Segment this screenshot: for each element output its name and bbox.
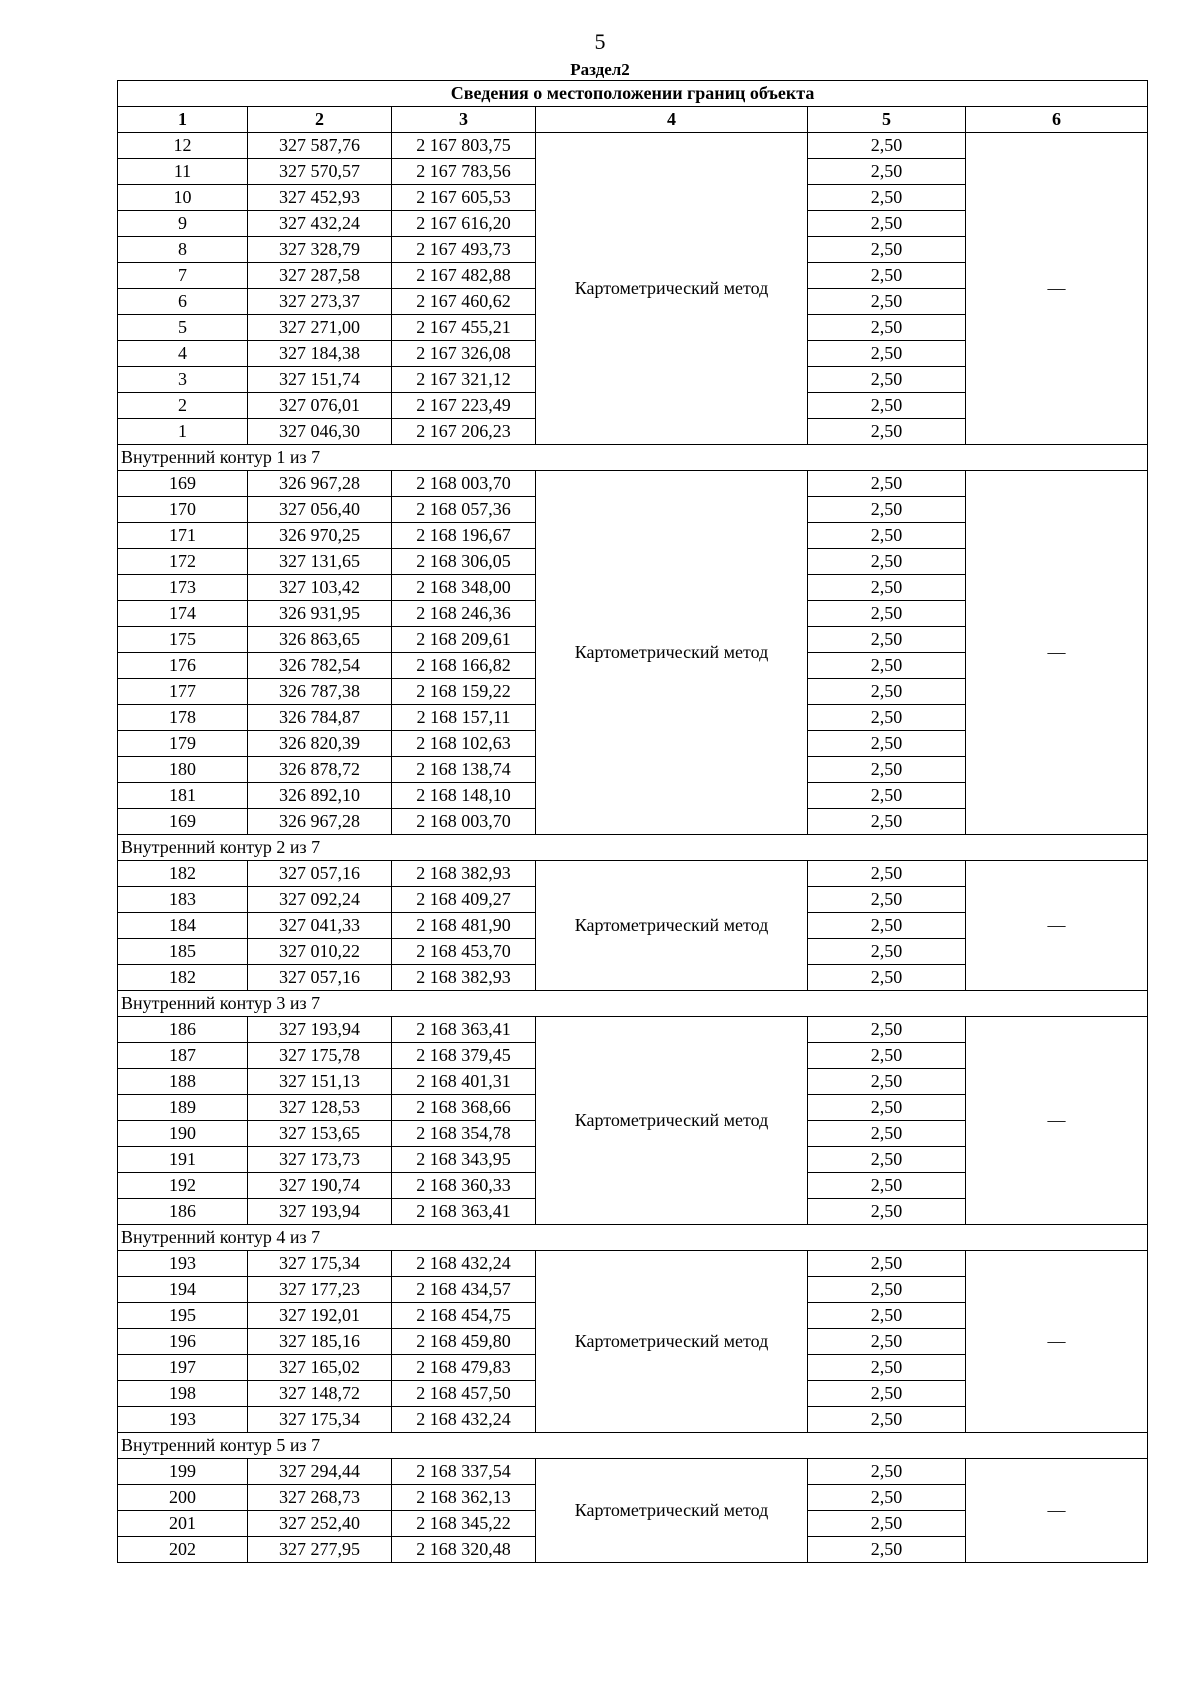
accuracy-cell: 2,50 (808, 1459, 966, 1485)
accuracy-cell: 2,50 (808, 497, 966, 523)
x-coordinate-cell: 326 970,25 (248, 523, 392, 549)
table-row (118, 471, 1148, 497)
point-number-cell: 7 (118, 263, 248, 289)
y-coordinate-cell: 2 168 138,74 (392, 757, 536, 783)
y-coordinate-cell: 2 168 360,33 (392, 1173, 536, 1199)
accuracy-cell: 2,50 (808, 965, 966, 991)
accuracy-cell: 2,50 (808, 783, 966, 809)
accuracy-cell: 2,50 (808, 133, 966, 159)
point-number-cell: 201 (118, 1511, 248, 1537)
accuracy-cell: 2,50 (808, 1511, 966, 1537)
point-number-cell: 193 (118, 1251, 248, 1277)
point-number-cell: 200 (118, 1485, 248, 1511)
x-coordinate-cell: 327 092,24 (248, 887, 392, 913)
point-number-cell: 178 (118, 705, 248, 731)
y-coordinate-cell: 2 167 482,88 (392, 263, 536, 289)
point-number-cell: 188 (118, 1069, 248, 1095)
x-coordinate-cell: 327 432,24 (248, 211, 392, 237)
method-cell: Картометрический метод (536, 1251, 808, 1433)
point-number-cell: 9 (118, 211, 248, 237)
column-header-5: 5 (808, 107, 966, 133)
point-number-cell: 12 (118, 133, 248, 159)
x-coordinate-cell: 327 175,78 (248, 1043, 392, 1069)
point-number-cell: 171 (118, 523, 248, 549)
contour-label: Внутренний контур 4 из 7 (118, 1225, 1148, 1251)
point-number-cell: 179 (118, 731, 248, 757)
x-coordinate-cell: 326 787,38 (248, 679, 392, 705)
y-coordinate-cell: 2 168 320,48 (392, 1537, 536, 1563)
x-coordinate-cell: 327 193,94 (248, 1017, 392, 1043)
col6-dash-cell: — (966, 471, 1148, 835)
accuracy-cell: 2,50 (808, 1069, 966, 1095)
x-coordinate-cell: 327 570,57 (248, 159, 392, 185)
y-coordinate-cell: 2 168 348,00 (392, 575, 536, 601)
x-coordinate-cell: 327 103,42 (248, 575, 392, 601)
x-coordinate-cell: 327 192,01 (248, 1303, 392, 1329)
x-coordinate-cell: 326 878,72 (248, 757, 392, 783)
x-coordinate-cell: 327 190,74 (248, 1173, 392, 1199)
method-cell: Картометрический метод (536, 1459, 808, 1563)
point-number-cell: 173 (118, 575, 248, 601)
x-coordinate-cell: 327 452,93 (248, 185, 392, 211)
x-coordinate-cell: 327 041,33 (248, 913, 392, 939)
y-coordinate-cell: 2 167 616,20 (392, 211, 536, 237)
point-number-cell: 10 (118, 185, 248, 211)
accuracy-cell: 2,50 (808, 887, 966, 913)
point-number-cell: 8 (118, 237, 248, 263)
point-number-cell: 181 (118, 783, 248, 809)
accuracy-cell: 2,50 (808, 1485, 966, 1511)
table-row (118, 1459, 1148, 1485)
point-number-cell: 180 (118, 757, 248, 783)
accuracy-cell: 2,50 (808, 1043, 966, 1069)
accuracy-cell: 2,50 (808, 1173, 966, 1199)
y-coordinate-cell: 2 168 157,11 (392, 705, 536, 731)
y-coordinate-cell: 2 168 368,66 (392, 1095, 536, 1121)
contour-label-row (118, 835, 1148, 861)
x-coordinate-cell: 327 046,30 (248, 419, 392, 445)
accuracy-cell: 2,50 (808, 341, 966, 367)
x-coordinate-cell: 326 782,54 (248, 653, 392, 679)
accuracy-cell: 2,50 (808, 1095, 966, 1121)
accuracy-cell: 2,50 (808, 1407, 966, 1433)
x-coordinate-cell: 327 185,16 (248, 1329, 392, 1355)
accuracy-cell: 2,50 (808, 159, 966, 185)
col6-dash-cell: — (966, 133, 1148, 445)
column-header-2: 2 (248, 107, 392, 133)
contour-label-row (118, 991, 1148, 1017)
x-coordinate-cell: 326 892,10 (248, 783, 392, 809)
point-number-cell: 187 (118, 1043, 248, 1069)
point-number-cell: 191 (118, 1147, 248, 1173)
y-coordinate-cell: 2 168 454,75 (392, 1303, 536, 1329)
point-number-cell: 183 (118, 887, 248, 913)
point-number-cell: 182 (118, 861, 248, 887)
accuracy-cell: 2,50 (808, 1277, 966, 1303)
point-number-cell: 182 (118, 965, 248, 991)
point-number-cell: 186 (118, 1017, 248, 1043)
x-coordinate-cell: 326 820,39 (248, 731, 392, 757)
boundary-coordinates-table (117, 80, 1148, 1563)
x-coordinate-cell: 326 863,65 (248, 627, 392, 653)
point-number-cell: 175 (118, 627, 248, 653)
y-coordinate-cell: 2 168 354,78 (392, 1121, 536, 1147)
section-title: Раздел2 (570, 60, 630, 79)
x-coordinate-cell: 327 268,73 (248, 1485, 392, 1511)
point-number-cell: 190 (118, 1121, 248, 1147)
y-coordinate-cell: 2 168 345,22 (392, 1511, 536, 1537)
y-coordinate-cell: 2 168 363,41 (392, 1199, 536, 1225)
x-coordinate-cell: 327 175,34 (248, 1251, 392, 1277)
y-coordinate-cell: 2 168 148,10 (392, 783, 536, 809)
x-coordinate-cell: 327 587,76 (248, 133, 392, 159)
y-coordinate-cell: 2 167 321,12 (392, 367, 536, 393)
x-coordinate-cell: 327 193,94 (248, 1199, 392, 1225)
accuracy-cell: 2,50 (808, 549, 966, 575)
column-header-1: 1 (118, 107, 248, 133)
col6-dash-cell: — (966, 1251, 1148, 1433)
x-coordinate-cell: 327 177,23 (248, 1277, 392, 1303)
table-row (118, 1017, 1148, 1043)
point-number-cell: 1 (118, 419, 248, 445)
y-coordinate-cell: 2 168 379,45 (392, 1043, 536, 1069)
accuracy-cell: 2,50 (808, 263, 966, 289)
contour-label: Внутренний контур 5 из 7 (118, 1433, 1148, 1459)
y-coordinate-cell: 2 167 206,23 (392, 419, 536, 445)
accuracy-cell: 2,50 (808, 367, 966, 393)
y-coordinate-cell: 2 168 479,83 (392, 1355, 536, 1381)
y-coordinate-cell: 2 167 803,75 (392, 133, 536, 159)
page-number: 5 (594, 29, 606, 54)
point-number-cell: 195 (118, 1303, 248, 1329)
y-coordinate-cell: 2 168 409,27 (392, 887, 536, 913)
accuracy-cell: 2,50 (808, 1121, 966, 1147)
accuracy-cell: 2,50 (808, 1199, 966, 1225)
x-coordinate-cell: 326 784,87 (248, 705, 392, 731)
point-number-cell: 2 (118, 393, 248, 419)
x-coordinate-cell: 327 328,79 (248, 237, 392, 263)
table-row (118, 133, 1148, 159)
accuracy-cell: 2,50 (808, 653, 966, 679)
x-coordinate-cell: 326 931,95 (248, 601, 392, 627)
x-coordinate-cell: 327 175,34 (248, 1407, 392, 1433)
column-header-6: 6 (966, 107, 1148, 133)
point-number-cell: 186 (118, 1199, 248, 1225)
x-coordinate-cell: 327 173,73 (248, 1147, 392, 1173)
x-coordinate-cell: 327 271,00 (248, 315, 392, 341)
accuracy-cell: 2,50 (808, 1147, 966, 1173)
contour-label-row (118, 1225, 1148, 1251)
y-coordinate-cell: 2 168 432,24 (392, 1407, 536, 1433)
point-number-cell: 202 (118, 1537, 248, 1563)
y-coordinate-cell: 2 167 460,62 (392, 289, 536, 315)
x-coordinate-cell: 327 148,72 (248, 1381, 392, 1407)
y-coordinate-cell: 2 168 246,36 (392, 601, 536, 627)
contour-label-row (118, 1433, 1148, 1459)
x-coordinate-cell: 327 277,95 (248, 1537, 392, 1563)
accuracy-cell: 2,50 (808, 1329, 966, 1355)
y-coordinate-cell: 2 167 605,53 (392, 185, 536, 211)
method-cell: Картометрический метод (536, 471, 808, 835)
y-coordinate-cell: 2 168 382,93 (392, 965, 536, 991)
contour-label: Внутренний контур 1 из 7 (118, 445, 1148, 471)
y-coordinate-cell: 2 168 196,67 (392, 523, 536, 549)
x-coordinate-cell: 327 151,13 (248, 1069, 392, 1095)
accuracy-cell: 2,50 (808, 731, 966, 757)
y-coordinate-cell: 2 168 102,63 (392, 731, 536, 757)
accuracy-cell: 2,50 (808, 1537, 966, 1563)
accuracy-cell: 2,50 (808, 471, 966, 497)
table-row (118, 1251, 1148, 1277)
y-coordinate-cell: 2 168 166,82 (392, 653, 536, 679)
accuracy-cell: 2,50 (808, 211, 966, 237)
y-coordinate-cell: 2 167 326,08 (392, 341, 536, 367)
point-number-cell: 176 (118, 653, 248, 679)
point-number-cell: 177 (118, 679, 248, 705)
y-coordinate-cell: 2 168 457,50 (392, 1381, 536, 1407)
accuracy-cell: 2,50 (808, 809, 966, 835)
x-coordinate-cell: 327 184,38 (248, 341, 392, 367)
accuracy-cell: 2,50 (808, 289, 966, 315)
accuracy-cell: 2,50 (808, 575, 966, 601)
point-number-cell: 193 (118, 1407, 248, 1433)
point-number-cell: 184 (118, 913, 248, 939)
col6-dash-cell: — (966, 1459, 1148, 1563)
y-coordinate-cell: 2 168 382,93 (392, 861, 536, 887)
point-number-cell: 5 (118, 315, 248, 341)
accuracy-cell: 2,50 (808, 627, 966, 653)
accuracy-cell: 2,50 (808, 523, 966, 549)
point-number-cell: 169 (118, 809, 248, 835)
x-coordinate-cell: 327 076,01 (248, 393, 392, 419)
y-coordinate-cell: 2 168 159,22 (392, 679, 536, 705)
table-caption: Сведения о местоположении границ объекта (118, 81, 1148, 107)
accuracy-cell: 2,50 (808, 419, 966, 445)
point-number-cell: 185 (118, 939, 248, 965)
x-coordinate-cell: 326 967,28 (248, 471, 392, 497)
point-number-cell: 196 (118, 1329, 248, 1355)
y-coordinate-cell: 2 168 337,54 (392, 1459, 536, 1485)
y-coordinate-cell: 2 168 343,95 (392, 1147, 536, 1173)
x-coordinate-cell: 327 056,40 (248, 497, 392, 523)
point-number-cell: 198 (118, 1381, 248, 1407)
y-coordinate-cell: 2 168 481,90 (392, 913, 536, 939)
y-coordinate-cell: 2 168 459,80 (392, 1329, 536, 1355)
accuracy-cell: 2,50 (808, 315, 966, 341)
point-number-cell: 189 (118, 1095, 248, 1121)
y-coordinate-cell: 2 168 003,70 (392, 471, 536, 497)
accuracy-cell: 2,50 (808, 939, 966, 965)
y-coordinate-cell: 2 167 455,21 (392, 315, 536, 341)
point-number-cell: 192 (118, 1173, 248, 1199)
point-number-cell: 197 (118, 1355, 248, 1381)
point-number-cell: 4 (118, 341, 248, 367)
method-cell: Картометрический метод (536, 133, 808, 445)
y-coordinate-cell: 2 168 362,13 (392, 1485, 536, 1511)
contour-label: Внутренний контур 3 из 7 (118, 991, 1148, 1017)
accuracy-cell: 2,50 (808, 861, 966, 887)
y-coordinate-cell: 2 167 493,73 (392, 237, 536, 263)
accuracy-cell: 2,50 (808, 237, 966, 263)
column-header-row (118, 107, 1148, 133)
col6-dash-cell: — (966, 1017, 1148, 1225)
x-coordinate-cell: 327 165,02 (248, 1355, 392, 1381)
point-number-cell: 11 (118, 159, 248, 185)
table-caption-row (118, 81, 1148, 107)
x-coordinate-cell: 327 287,58 (248, 263, 392, 289)
method-cell: Картометрический метод (536, 861, 808, 991)
x-coordinate-cell: 327 128,53 (248, 1095, 392, 1121)
y-coordinate-cell: 2 168 057,36 (392, 497, 536, 523)
accuracy-cell: 2,50 (808, 1303, 966, 1329)
point-number-cell: 6 (118, 289, 248, 315)
x-coordinate-cell: 327 294,44 (248, 1459, 392, 1485)
point-number-cell: 172 (118, 549, 248, 575)
table-row (118, 861, 1148, 887)
accuracy-cell: 2,50 (808, 757, 966, 783)
x-coordinate-cell: 327 057,16 (248, 965, 392, 991)
x-coordinate-cell: 326 967,28 (248, 809, 392, 835)
accuracy-cell: 2,50 (808, 913, 966, 939)
point-number-cell: 199 (118, 1459, 248, 1485)
y-coordinate-cell: 2 168 434,57 (392, 1277, 536, 1303)
table-body (118, 133, 1148, 1563)
y-coordinate-cell: 2 168 306,05 (392, 549, 536, 575)
column-header-4: 4 (536, 107, 808, 133)
accuracy-cell: 2,50 (808, 1017, 966, 1043)
point-number-cell: 3 (118, 367, 248, 393)
x-coordinate-cell: 327 153,65 (248, 1121, 392, 1147)
point-number-cell: 174 (118, 601, 248, 627)
col6-dash-cell: — (966, 861, 1148, 991)
y-coordinate-cell: 2 167 783,56 (392, 159, 536, 185)
y-coordinate-cell: 2 167 223,49 (392, 393, 536, 419)
accuracy-cell: 2,50 (808, 1251, 966, 1277)
accuracy-cell: 2,50 (808, 1355, 966, 1381)
accuracy-cell: 2,50 (808, 705, 966, 731)
accuracy-cell: 2,50 (808, 393, 966, 419)
x-coordinate-cell: 327 273,37 (248, 289, 392, 315)
x-coordinate-cell: 327 252,40 (248, 1511, 392, 1537)
accuracy-cell: 2,50 (808, 679, 966, 705)
y-coordinate-cell: 2 168 432,24 (392, 1251, 536, 1277)
point-number-cell: 194 (118, 1277, 248, 1303)
point-number-cell: 169 (118, 471, 248, 497)
y-coordinate-cell: 2 168 401,31 (392, 1069, 536, 1095)
accuracy-cell: 2,50 (808, 1381, 966, 1407)
method-cell: Картометрический метод (536, 1017, 808, 1225)
y-coordinate-cell: 2 168 003,70 (392, 809, 536, 835)
point-number-cell: 170 (118, 497, 248, 523)
x-coordinate-cell: 327 057,16 (248, 861, 392, 887)
y-coordinate-cell: 2 168 209,61 (392, 627, 536, 653)
x-coordinate-cell: 327 151,74 (248, 367, 392, 393)
accuracy-cell: 2,50 (808, 601, 966, 627)
x-coordinate-cell: 327 131,65 (248, 549, 392, 575)
x-coordinate-cell: 327 010,22 (248, 939, 392, 965)
y-coordinate-cell: 2 168 453,70 (392, 939, 536, 965)
contour-label: Внутренний контур 2 из 7 (118, 835, 1148, 861)
accuracy-cell: 2,50 (808, 185, 966, 211)
column-header-3: 3 (392, 107, 536, 133)
contour-label-row (118, 445, 1148, 471)
y-coordinate-cell: 2 168 363,41 (392, 1017, 536, 1043)
